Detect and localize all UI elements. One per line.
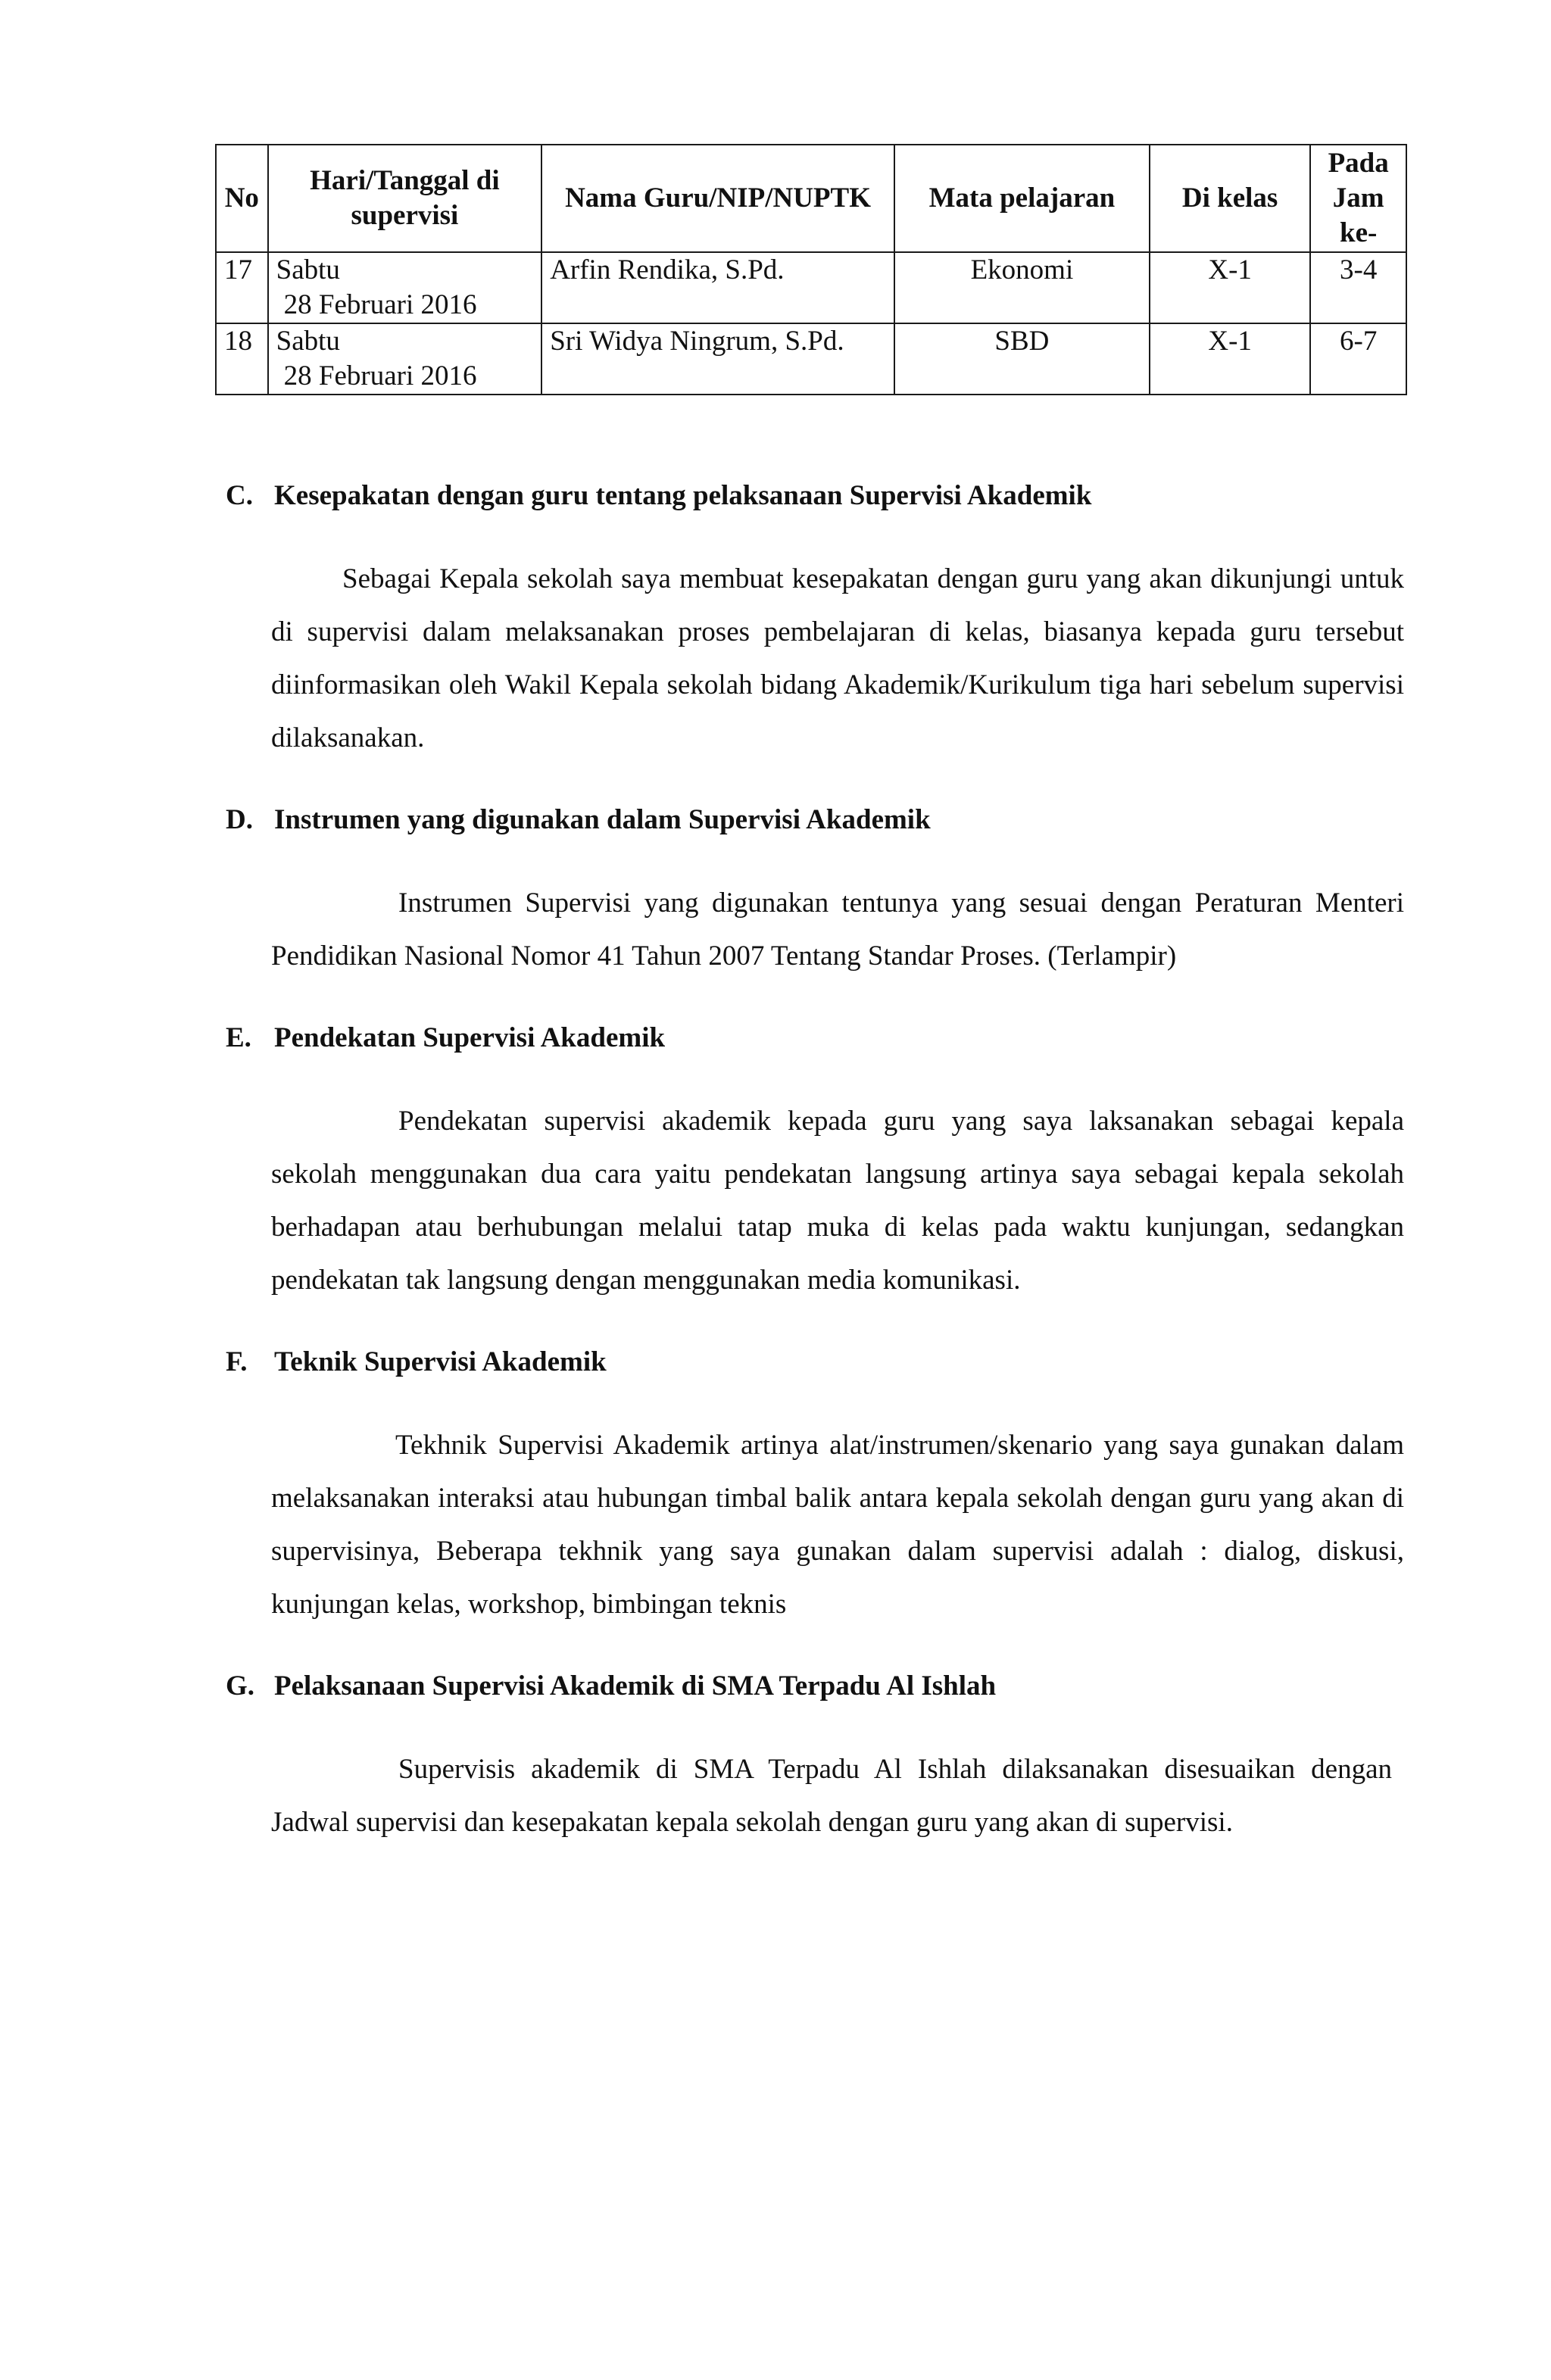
section-g-paragraph: Supervisis akademik di SMA Terpadu Al Ishlah dilaksanakan disesuaikan dengan Jadwal supervisi dan kesepakatan kepala sekolah dengan guru yang akan di supervisi. <box>271 1754 1392 1838</box>
section-title: Instrumen yang digunakan dalam Supervisi Akademik <box>274 804 931 835</box>
header-class: Di kelas <box>1150 145 1310 252</box>
cell-day-name: Sabtu <box>276 254 340 285</box>
table-row <box>216 252 1406 323</box>
section-letter: G. <box>226 1670 255 1702</box>
section-e-heading <box>226 1021 665 1056</box>
section-letter: C. <box>226 480 253 511</box>
cell-subject: SBD <box>894 323 1150 395</box>
section-title: Teknik Supervisi Akademik <box>274 1346 607 1377</box>
cell-day-name: Sabtu <box>276 326 340 357</box>
header-day: Hari/Tanggal di supervisi <box>268 145 542 252</box>
section-title: Pendekatan Supervisi Akademik <box>274 1022 666 1053</box>
cell-hour: 6-7 <box>1310 323 1406 395</box>
section-d-heading <box>226 803 931 838</box>
supervision-schedule-table <box>215 144 1407 395</box>
section-letter: D. <box>226 804 253 835</box>
cell-date: 28 Februari 2016 <box>283 360 477 391</box>
section-c-heading <box>226 479 1091 513</box>
section-e-paragraph: Pendekatan supervisi akademik kepada guru yang saya laksanakan sebagai kepala sekolah menggunakan dua cara yaitu pendekatan langsung artinya saya sebagai kepala sekolah berhadapan atau berhubungan melalui tatap muka di kelas pada waktu kunjungan, sedangkan pendekatan tak langsung dengan menggunakan media komunikasi. <box>271 1106 1404 1296</box>
section-letter: E. <box>226 1022 251 1053</box>
cell-name: Sri Widya Ningrum, S.Pd. <box>541 323 894 395</box>
cell-hour: 3-4 <box>1310 252 1406 323</box>
header-name: Nama Guru/NIP/NUPTK <box>541 145 894 252</box>
cell-class: X-1 <box>1150 323 1310 395</box>
section-f-paragraph: Tekhnik Supervisi Akademik artinya alat/instrumen/skenario yang saya gunakan dalam melaksanakan interaksi atau hubungan timbal balik antara kepala sekolah dengan guru yang akan di supervisinya, Beberapa tekhnik yang saya gunakan dalam supervisi adalah : dialog, diskusi, kunjungan kelas, workshop, bimbingan teknis <box>271 1430 1404 1620</box>
header-subject: Mata pelajaran <box>894 145 1150 252</box>
cell-name: Arfin Rendika, S.Pd. <box>541 252 894 323</box>
header-no: No <box>216 145 268 252</box>
section-f-heading <box>226 1345 607 1380</box>
section-d-paragraph: Instrumen Supervisi yang digunakan tentunya yang sesuai dengan Peraturan Menteri Pendidikan Nasional Nomor 41 Tahun 2007 Tentang Standar Proses. (Terlampir) <box>271 887 1404 972</box>
section-g-heading <box>226 1669 996 1704</box>
header-hour: Pada Jam ke- <box>1310 145 1406 252</box>
section-c-paragraph: Sebagai Kepala sekolah saya membuat kesepakatan dengan guru yang akan dikunjungi untuk di supervisi dalam melaksanakan proses pembelajaran di kelas, biasanya kepada guru tersebut diinformasikan oleh Wakil Kepala sekolah bidang Akademik/Kurikulum tiga hari sebelum supervisi dilaksanakan. <box>271 563 1404 753</box>
cell-subject: Ekonomi <box>894 252 1150 323</box>
cell-date: 28 Februari 2016 <box>283 289 477 320</box>
cell-day <box>268 252 542 323</box>
section-letter: F. <box>226 1346 248 1377</box>
section-title: Pelaksanaan Supervisi Akademik di SMA Terpadu Al Ishlah <box>274 1670 997 1702</box>
cell-no: 18 <box>216 323 268 395</box>
section-title: Kesepakatan dengan guru tentang pelaksanaan Supervisi Akademik <box>274 480 1092 511</box>
cell-no: 17 <box>216 252 268 323</box>
cell-day <box>268 323 542 395</box>
cell-class: X-1 <box>1150 252 1310 323</box>
table-header-row <box>216 145 1406 252</box>
table-row <box>216 323 1406 395</box>
